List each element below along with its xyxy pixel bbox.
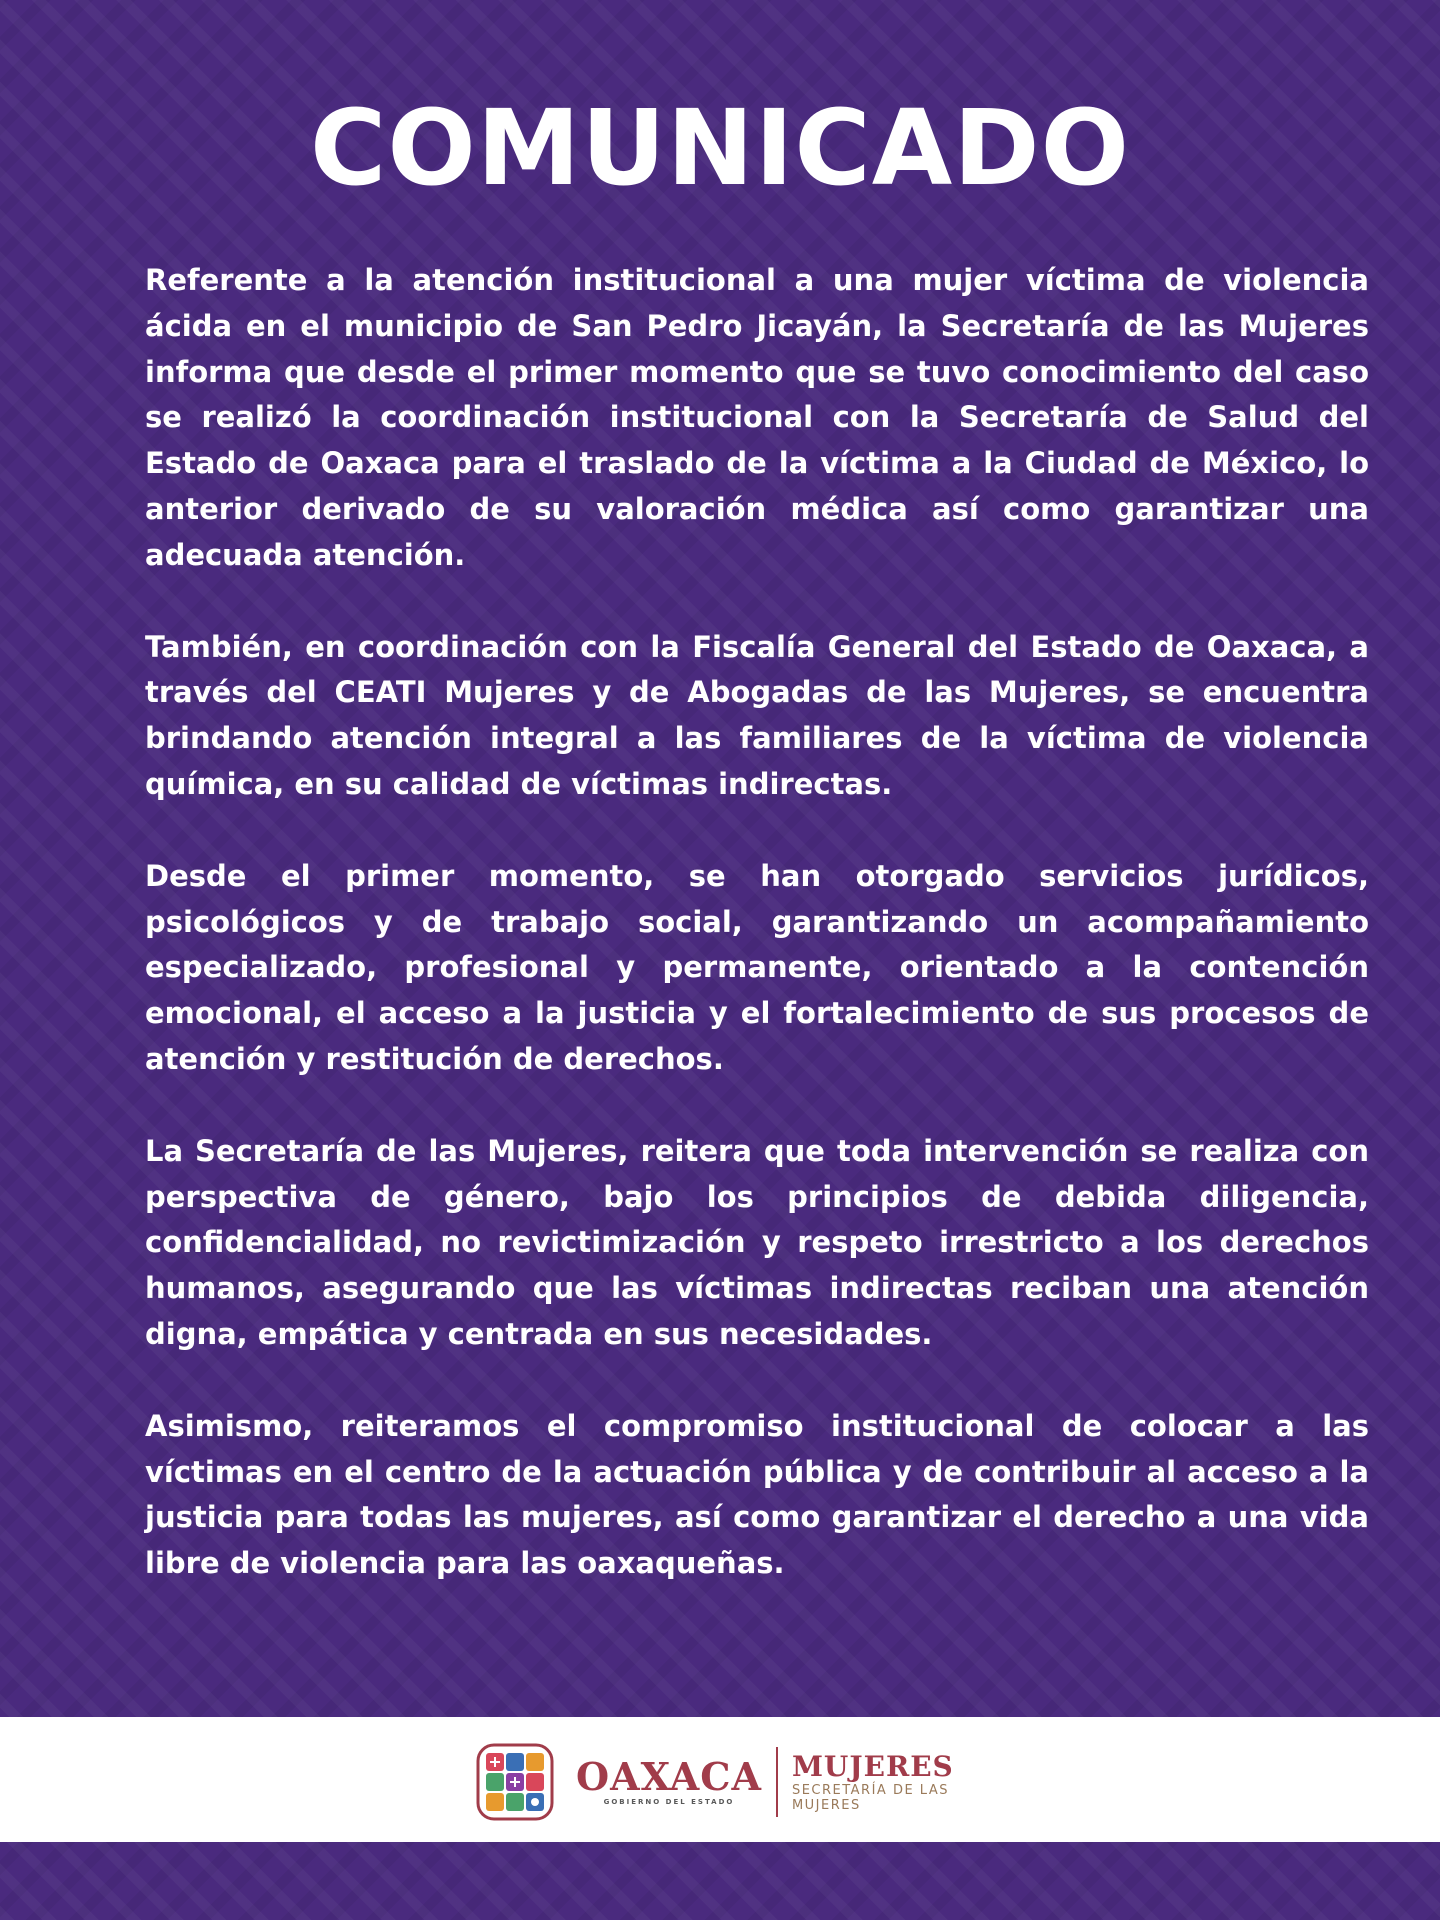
mujeres-label: MUJERES bbox=[791, 1750, 954, 1783]
paragraph-3: Desde el primer momento, se han otorgado servicios jurídicos, psicológicos y de trabajo social, garantizando un acompañamiento especializado, profesional y permanente, orientado a la contención emocional, el acceso a la justicia y el fortalecimiento de sus procesos de atención y restitución de derechos. bbox=[145, 858, 1369, 1076]
communique-body bbox=[145, 258, 1369, 1587]
oaxaca-emblem-icon bbox=[476, 1743, 554, 1821]
mujeres-sublabel-line2: MUJERES bbox=[791, 1798, 861, 1813]
mujeres-sublabel-line1: SECRETARÍA DE LAS bbox=[791, 1783, 949, 1798]
oaxaca-sublabel: GOBIERNO DEL ESTADO bbox=[603, 1798, 735, 1806]
paragraph-1: Referente a la atención institucional a una mujer víctima de violencia ácida en el municipio de San Pedro Jicayán, la Secretaría de las Mujeres informa que desde el primer momento que se tuvo conocimiento del caso se realizó la coordinación institucional con la Secretaría de Salud del Estado de Oaxaca para el traslado de la víctima a la Ciudad de México, lo anterior derivado de su valoración médica así como garantizar una adecuada atención. bbox=[145, 263, 1369, 572]
paragraph-4: La Secretaría de las Mujeres, reitera que toda intervención se realiza con perspectiva de género, bajo los principios de debida diligencia, confidencialidad, no revictimización y respeto irrestricto a los derechos humanos, asegurando que las víctimas indirectas reciban una atención digna, empática y centrada en sus necesidades. bbox=[145, 1133, 1369, 1351]
logo-divider bbox=[776, 1747, 778, 1817]
page-title: COMUNICADO bbox=[310, 87, 1130, 209]
footer-logos bbox=[476, 1742, 954, 1822]
paragraph-5: Asimismo, reiteramos el compromiso institucional de colocar a las víctimas en el centro de la actuación pública y de contribuir al acceso a la justicia para todas las mujeres, así como garantizar el derecho a una vida libre de violencia para las oaxaqueñas. bbox=[145, 1408, 1369, 1581]
mujeres-wordmark bbox=[792, 1751, 954, 1813]
oaxaca-label: OAXACA bbox=[576, 1754, 762, 1799]
oaxaca-wordmark bbox=[576, 1754, 762, 1807]
paragraph-2: También, en coordinación con la Fiscalía General del Estado de Oaxaca, a través del CEATI Mujeres y de Abogadas de las Mujeres, se encuentra brindando atención integral a las familiares de la víctima de violencia química, en su calidad de víctimas indirectas. bbox=[145, 629, 1369, 801]
